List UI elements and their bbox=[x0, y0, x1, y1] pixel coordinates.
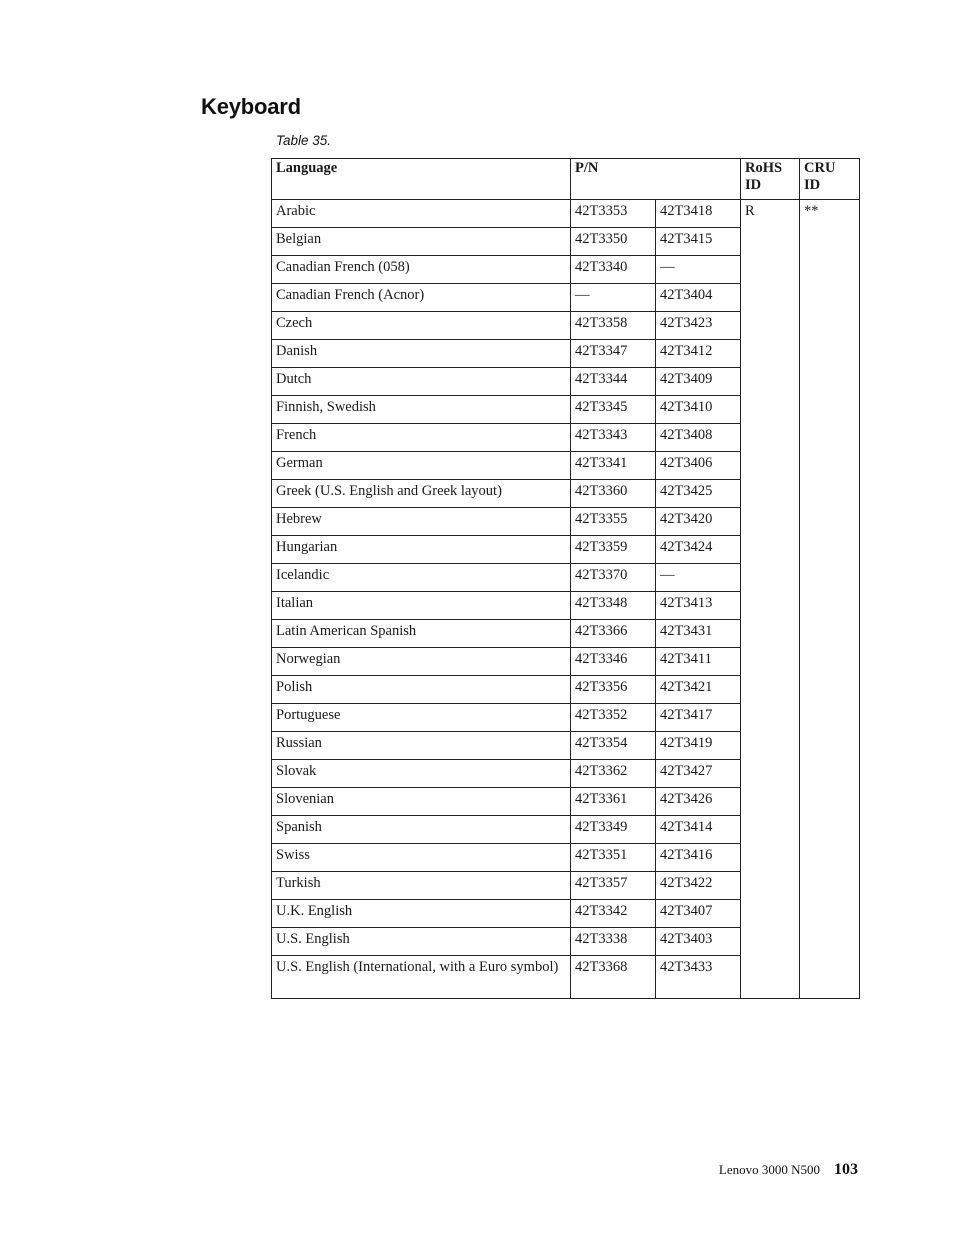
language-cell: Czech bbox=[272, 312, 571, 340]
part-number-cell: 42T3418 bbox=[656, 200, 741, 228]
section-title: Keyboard bbox=[201, 94, 301, 119]
part-number-cell: 42T3348 bbox=[571, 592, 656, 620]
header-part-number: P/N bbox=[571, 159, 741, 200]
part-number-cell: 42T3359 bbox=[571, 536, 656, 564]
part-number-cell: 42T3368 bbox=[571, 956, 656, 999]
part-number-cell: 42T3417 bbox=[656, 704, 741, 732]
part-number-cell: 42T3343 bbox=[571, 424, 656, 452]
part-number-cell: 42T3360 bbox=[571, 480, 656, 508]
language-cell: Russian bbox=[272, 732, 571, 760]
language-cell: Turkish bbox=[272, 872, 571, 900]
part-number-cell: — bbox=[656, 256, 741, 284]
part-number-cell: 42T3433 bbox=[656, 956, 741, 999]
part-number-cell: 42T3340 bbox=[571, 256, 656, 284]
language-cell: Belgian bbox=[272, 228, 571, 256]
language-cell: Italian bbox=[272, 592, 571, 620]
part-number-cell: 42T3419 bbox=[656, 732, 741, 760]
part-number-cell: 42T3357 bbox=[571, 872, 656, 900]
language-cell: Polish bbox=[272, 676, 571, 704]
language-cell: Hungarian bbox=[272, 536, 571, 564]
page-number: 103 bbox=[834, 1161, 858, 1178]
language-cell: Swiss bbox=[272, 844, 571, 872]
part-number-cell: 42T3403 bbox=[656, 928, 741, 956]
part-number-cell: 42T3355 bbox=[571, 508, 656, 536]
language-cell: Canadian French (058) bbox=[272, 256, 571, 284]
language-cell: French bbox=[272, 424, 571, 452]
language-cell: U.K. English bbox=[272, 900, 571, 928]
part-number-cell: 42T3361 bbox=[571, 788, 656, 816]
part-number-cell: 42T3370 bbox=[571, 564, 656, 592]
part-number-cell: 42T3423 bbox=[656, 312, 741, 340]
part-number-cell: 42T3411 bbox=[656, 648, 741, 676]
language-cell: Hebrew bbox=[272, 508, 571, 536]
part-number-cell: 42T3414 bbox=[656, 816, 741, 844]
part-number-cell: 42T3427 bbox=[656, 760, 741, 788]
part-number-cell: 42T3415 bbox=[656, 228, 741, 256]
rohs-id-cell: R bbox=[741, 200, 800, 999]
language-cell: Slovak bbox=[272, 760, 571, 788]
part-number-cell: 42T3356 bbox=[571, 676, 656, 704]
header-language: Language bbox=[272, 159, 571, 200]
part-number-cell: 42T3341 bbox=[571, 452, 656, 480]
language-cell: U.S. English bbox=[272, 928, 571, 956]
part-number-cell: 42T3347 bbox=[571, 340, 656, 368]
page-footer bbox=[719, 1161, 858, 1179]
cru-id-cell: ** bbox=[800, 200, 860, 999]
language-cell: Portuguese bbox=[272, 704, 571, 732]
language-cell: Latin American Spanish bbox=[272, 620, 571, 648]
part-number-cell: 42T3346 bbox=[571, 648, 656, 676]
language-cell: Finnish, Swedish bbox=[272, 396, 571, 424]
part-number-cell: 42T3416 bbox=[656, 844, 741, 872]
part-number-cell: — bbox=[656, 564, 741, 592]
part-number-cell: 42T3342 bbox=[571, 900, 656, 928]
part-number-cell: 42T3351 bbox=[571, 844, 656, 872]
part-number-cell: 42T3409 bbox=[656, 368, 741, 396]
part-number-cell: 42T3345 bbox=[571, 396, 656, 424]
part-number-cell: 42T3426 bbox=[656, 788, 741, 816]
part-number-cell: 42T3410 bbox=[656, 396, 741, 424]
part-number-cell: 42T3406 bbox=[656, 452, 741, 480]
part-number-cell: 42T3404 bbox=[656, 284, 741, 312]
language-cell: Norwegian bbox=[272, 648, 571, 676]
language-cell: Dutch bbox=[272, 368, 571, 396]
part-number-cell: 42T3358 bbox=[571, 312, 656, 340]
part-number-cell: 42T3422 bbox=[656, 872, 741, 900]
part-number-cell: 42T3366 bbox=[571, 620, 656, 648]
part-number-cell: 42T3352 bbox=[571, 704, 656, 732]
part-number-cell: 42T3350 bbox=[571, 228, 656, 256]
table-row bbox=[272, 200, 860, 228]
header-cru-id: CRU ID bbox=[800, 159, 860, 200]
language-cell: German bbox=[272, 452, 571, 480]
language-cell: Arabic bbox=[272, 200, 571, 228]
part-number-cell: 42T3338 bbox=[571, 928, 656, 956]
language-cell: Spanish bbox=[272, 816, 571, 844]
part-number-cell: 42T3354 bbox=[571, 732, 656, 760]
language-cell: Greek (U.S. English and Greek layout) bbox=[272, 480, 571, 508]
part-number-cell: 42T3421 bbox=[656, 676, 741, 704]
part-number-cell: 42T3408 bbox=[656, 424, 741, 452]
header-rohs-id: RoHS ID bbox=[741, 159, 800, 200]
language-cell: U.S. English (International, with a Euro symbol) bbox=[272, 956, 571, 999]
table-caption: Table 35. bbox=[276, 133, 332, 148]
part-number-cell: 42T3420 bbox=[656, 508, 741, 536]
footer-product-name: Lenovo 3000 N500 bbox=[718, 1162, 820, 1177]
language-cell: Danish bbox=[272, 340, 571, 368]
language-cell: Slovenian bbox=[272, 788, 571, 816]
part-number-cell: 42T3425 bbox=[656, 480, 741, 508]
part-number-cell: 42T3362 bbox=[571, 760, 656, 788]
language-cell: Icelandic bbox=[272, 564, 571, 592]
part-number-cell: 42T3431 bbox=[656, 620, 741, 648]
keyboard-parts-table bbox=[271, 158, 860, 999]
table-body bbox=[272, 200, 860, 999]
language-cell: Canadian French (Acnor) bbox=[272, 284, 571, 312]
part-number-cell: 42T3407 bbox=[656, 900, 741, 928]
part-number-cell: 42T3344 bbox=[571, 368, 656, 396]
part-number-cell: 42T3353 bbox=[571, 200, 656, 228]
part-number-cell: 42T3412 bbox=[656, 340, 741, 368]
part-number-cell: 42T3424 bbox=[656, 536, 741, 564]
part-number-cell: 42T3349 bbox=[571, 816, 656, 844]
part-number-cell: 42T3413 bbox=[656, 592, 741, 620]
part-number-cell: — bbox=[571, 284, 656, 312]
table-header-row bbox=[272, 159, 860, 200]
